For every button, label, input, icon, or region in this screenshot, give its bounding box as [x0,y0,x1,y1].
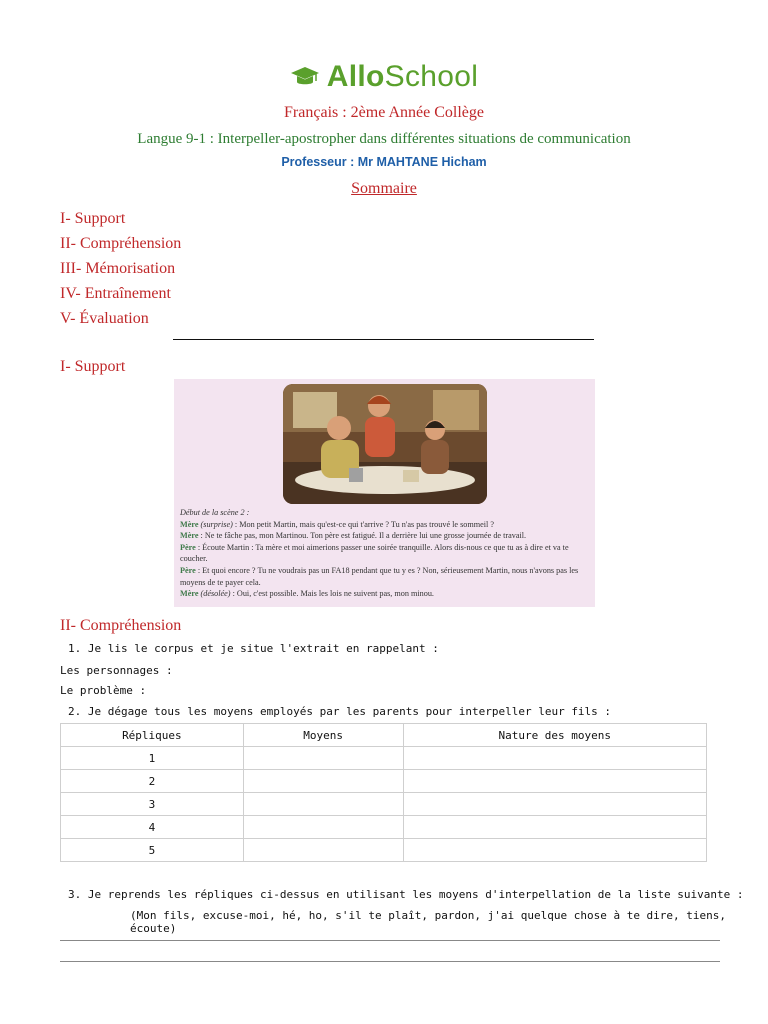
divider [173,339,594,340]
dialogue-line [180,530,592,542]
answer-cell[interactable] [403,793,707,816]
dialogue-line [180,542,592,565]
row-number: 4 [61,816,244,839]
logo-text-light: School [384,60,479,93]
stage-note: (désolée) [200,589,231,599]
characters-label: Les personnages : [60,664,173,677]
line-text: : Oui, c'est possible. Mais les lois ne suivent pas, mon minou. [230,589,434,599]
table-row [61,747,707,770]
speaker: Père [180,542,196,552]
summary-heading: Sommaire [351,180,417,197]
speaker: Mère [180,531,199,541]
table-row [61,793,707,816]
page-title: Français : 2ème Année Collège [284,104,484,121]
section-comprehension-heading: II- Compréhension [60,617,182,634]
logo-text-bold: Allo [326,60,385,93]
answer-cell[interactable] [243,770,403,793]
graduation-cap-icon [290,65,320,89]
row-number: 5 [61,839,244,862]
professor-line: Professeur : Mr MAHTANE Hicham [281,155,487,169]
column-header: Nature des moyens [403,724,707,747]
summary-item[interactable]: V- Évaluation [60,310,149,327]
question-1: 1. Je lis le corpus et je situe l'extrait en rappelant : [68,642,439,655]
summary-item[interactable]: II- Compréhension [60,235,182,252]
support-figure [174,379,595,607]
interpellation-list: (Mon fils, excuse-moi, hé, ho, s'il te plaît, pardon, j'ai quelque chose à te dire, tiens, écoute) [130,909,727,935]
table-header-row [61,724,707,747]
summary-item[interactable]: IV- Entraînement [60,285,171,302]
column-header: Moyens [243,724,403,747]
answer-cell[interactable] [403,770,707,793]
speaker: Père [180,565,196,575]
stage-note: (surprise) [200,519,233,529]
table-row [61,839,707,862]
answer-cell[interactable] [243,793,403,816]
problem-label: Le problème : [60,684,147,697]
line-text: : Et quoi encore ? Tu ne voudrais pas un FA18 pendant que tu y es ? Non, sérieusement Martin, nous n'avons pas les moyens de te payer cela. [180,565,579,587]
summary-item[interactable]: I- Support [60,210,126,227]
question-3: 3. Je reprends les répliques ci-dessus en utilisant les moyens d'interpellation de la liste suivante : [68,888,744,901]
column-header: Répliques [61,724,244,747]
answer-cell[interactable] [403,747,707,770]
table-row [61,816,707,839]
line-text: : Écoute Martin : Ta mère et moi aimerions passer une soirée tranquille. Alors dis-nous ce que tu as à dire et va te coucher. [180,542,569,564]
answer-line[interactable] [60,940,720,941]
line-text: : Mon petit Martin, mais qu'est-ce qui t'arrive ? Tu n'as pas trouvé le sommeil ? [232,519,494,529]
answer-cell[interactable] [403,816,707,839]
answer-cell[interactable] [243,839,403,862]
answer-cell[interactable] [243,747,403,770]
dialogue-line [180,519,592,531]
scene-title: Début de la scène 2 : [180,508,250,517]
row-number: 2 [61,770,244,793]
means-table [60,723,707,862]
summary-item[interactable]: III- Mémorisation [60,260,176,277]
dialogue-line [180,588,592,600]
answer-cell[interactable] [243,816,403,839]
answer-cell[interactable] [403,839,707,862]
row-number: 3 [61,793,244,816]
row-number: 1 [61,747,244,770]
family-scene-illustration [283,384,487,504]
line-text: : Ne te fâche pas, mon Martinou. Ton père est fatigué. Il a derrière lui une grosse journée de travail. [198,531,527,541]
speaker: Mère [180,589,199,599]
question-2: 2. Je dégage tous les moyens employés par les parents pour interpeller leur fils : [68,705,612,718]
dialogue-excerpt [180,507,592,600]
table-row [61,770,707,793]
alloschool-logo[interactable] [0,60,768,94]
dialogue-line [180,565,592,588]
answer-line[interactable] [60,961,720,962]
lesson-subtitle: Langue 9-1 : Interpeller-apostropher dans différentes situations de communication [137,131,631,147]
speaker: Mère [180,519,199,529]
section-support-heading: I- Support [60,358,126,375]
summary-list [60,206,181,331]
